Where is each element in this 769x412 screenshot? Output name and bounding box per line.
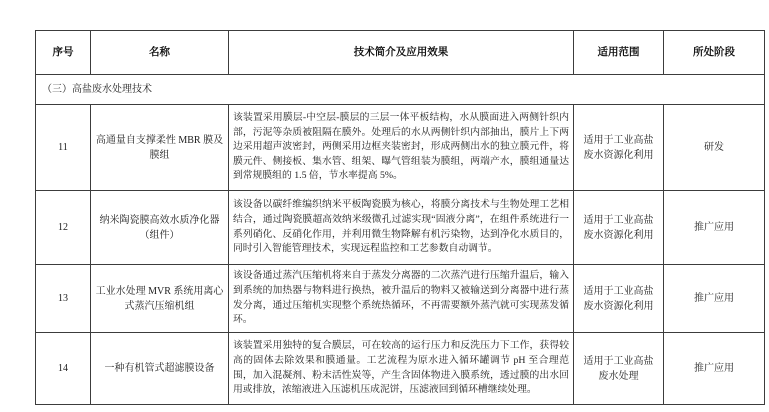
row-scope-lines xyxy=(584,354,654,384)
header-scope: 适用范围 xyxy=(574,31,664,75)
row-scope-line: 废水资源化利用 xyxy=(583,300,654,312)
row-description xyxy=(229,333,574,405)
row-name-lines xyxy=(105,361,215,376)
technology-table xyxy=(35,30,765,405)
row-name-line: （组件） xyxy=(139,229,180,241)
row-stage: 推广应用 xyxy=(664,265,765,333)
row-name-line: 式蒸汽压缩机组 xyxy=(124,300,195,312)
row-name-line: 高通量自支撑柔性 MBR 膜及 xyxy=(95,134,224,146)
row-scope-line: 废水资源化利用 xyxy=(583,229,654,241)
row-description xyxy=(229,265,574,333)
row-stage: 推广应用 xyxy=(664,191,765,265)
row-scope-line: 废水资源化利用 xyxy=(583,149,654,161)
row-stage: 推广应用 xyxy=(664,333,765,405)
row-scope xyxy=(574,191,664,265)
row-scope-line: 适用于工业高盐 xyxy=(583,214,654,226)
row-description xyxy=(229,191,574,265)
row-description-text: 该设备以碳纤维编织纳米平板陶瓷膜为核心，将膜分离技术与生物处理工艺相结合，通过陶瓷膜超高效纳米级微孔过滤实现“固液分离”，在组件系统进行一系列硝化、反硝化作用，并利用微生物降解有机污染物，达到净化水质目的，同时引入智能管理技术，实现远程监控和工艺参数自动调节。 xyxy=(233,199,569,255)
header-name: 名称 xyxy=(91,31,229,75)
row-name xyxy=(91,265,229,333)
row-scope-line: 适用于工业高盐 xyxy=(583,134,654,146)
row-name-line: 工业水处理 MVR 系统用离心 xyxy=(95,285,224,297)
row-index: 12 xyxy=(36,191,91,265)
row-name-line: 一种有机管式超滤膜设备 xyxy=(104,363,215,374)
row-scope-line: 适用于工业高盐 xyxy=(583,355,654,367)
row-name-line: 纳米陶瓷膜高效水质净化器 xyxy=(99,214,220,226)
row-scope-lines xyxy=(584,284,654,314)
row-name-line: 膜组 xyxy=(149,149,170,161)
row-name-lines xyxy=(96,133,223,163)
row-description-text: 该装置采用独特的复合膜层，可在较高的运行压力和反洗压力下工作，获得较高的固体去除效果和膜通量。工艺流程为原水进入循环罐调节 pH 至合理范围，加入混凝剂、粉末活性炭等，产生含固体物进入膜系统，透过膜的出水回用或排放，浓缩液进入压滤机压成泥饼，压滤液回到循环槽继续处理。 xyxy=(233,340,569,396)
row-name xyxy=(91,333,229,405)
header-stage: 所处阶段 xyxy=(664,31,765,75)
row-index: 13 xyxy=(36,265,91,333)
row-name xyxy=(91,191,229,265)
row-name xyxy=(91,105,229,191)
section-title-row xyxy=(36,75,765,105)
row-scope-line: 适用于工业高盐 xyxy=(583,285,654,297)
row-scope-lines xyxy=(584,213,654,243)
row-scope xyxy=(574,333,664,405)
row-stage: 研发 xyxy=(664,105,765,191)
row-index: 14 xyxy=(36,333,91,405)
header-index: 序号 xyxy=(36,31,91,75)
row-description-text: 该设备通过蒸汽压缩机将来自于蒸发分离器的二次蒸汽进行压缩升温后，输入到系统的加热器与物料进行换热，被升温后的物料又被输送到分离器中进行蒸发分离，通过压缩机实现整个系统热循环，不再需要额外蒸汽就可实现蒸发循环。 xyxy=(233,270,569,326)
row-description xyxy=(229,105,574,191)
row-index: 11 xyxy=(36,105,91,191)
header-description: 技术简介及应用效果 xyxy=(229,31,574,75)
section-title: （三）高盐废水处理技术 xyxy=(42,84,152,95)
row-scope xyxy=(574,105,664,191)
row-scope-line: 废水处理 xyxy=(598,370,639,382)
row-name-lines xyxy=(100,213,220,243)
row-description-text: 该装置采用膜层-中空层-膜层的三层一体平板结构，水从膜面进入两侧针织内部，污泥等杂质被阻隔在膜外。处理后的水从两侧针织内部抽出，膜片上下两边采用超声波密封，两侧采用边框夹装密封，形成两侧出水的独立膜元件，将膜元件、侧接板、集水管、组架、曝气管组装为膜组，两端产水，膜组通量达到常规膜组的 1.5 倍，节水率提高 5%。 xyxy=(233,112,569,182)
row-scope xyxy=(574,265,664,333)
row-name-lines xyxy=(96,284,224,314)
row-scope-lines xyxy=(584,133,654,163)
